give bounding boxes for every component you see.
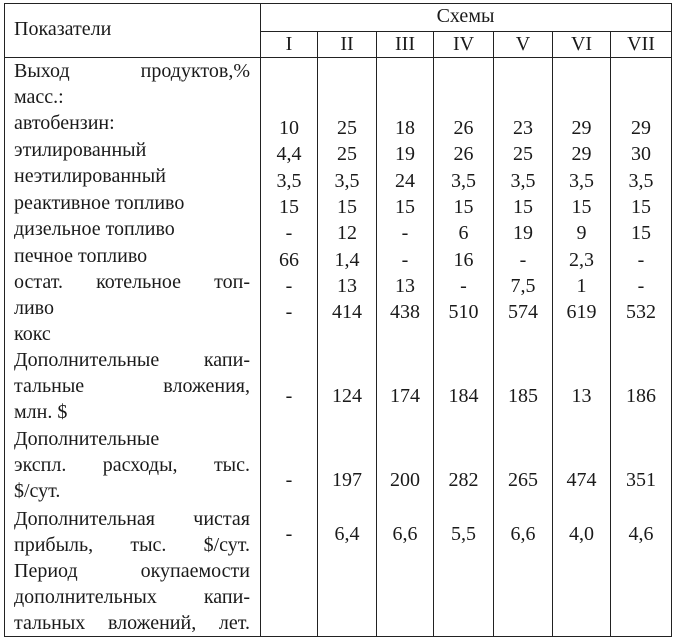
cell-jet-V: 15 xyxy=(513,196,533,218)
cell-coke-V: 574 xyxy=(508,301,538,323)
cell-profit-VII: 4,6 xyxy=(628,523,654,545)
row-label-opex-line2: экспл. расходы, тыс. xyxy=(14,454,250,476)
cell-coke-VI: 619 xyxy=(566,301,597,323)
cell-gasoline-I: 10 xyxy=(279,117,299,139)
cell-boiler-I: - xyxy=(285,275,293,297)
row-label-leaded: этилированный xyxy=(14,139,147,161)
cell-opex-III: 200 xyxy=(390,469,420,491)
cell-leaded-II: 25 xyxy=(337,143,357,165)
cell-coke-II: 414 xyxy=(332,301,362,323)
cell-capex-IV: 184 xyxy=(448,385,479,407)
cell-coke-III: 438 xyxy=(390,301,420,323)
row-label-diesel: дизельное топливо xyxy=(14,218,175,240)
column-header-II: II xyxy=(340,33,354,55)
cell-opex-VI: 474 xyxy=(566,469,597,491)
row-label-capex-line2: тальные вложения, xyxy=(14,375,250,397)
row-label-boiler-line1: остат. котельное топ- xyxy=(14,271,250,293)
cell-diesel-II: 12 xyxy=(337,222,357,244)
row-label-profit-line2: прибыль, тыс. $/сут. xyxy=(14,534,250,556)
cell-leaded-IV: 26 xyxy=(453,143,474,165)
row-label-boiler-line2: ливо xyxy=(14,297,54,319)
cell-capex-II: 124 xyxy=(332,385,362,407)
cell-coke-IV: 510 xyxy=(448,301,479,323)
cell-furnace-III: - xyxy=(401,249,409,271)
cell-furnace-VI: 2,3 xyxy=(569,249,594,271)
cell-opex-V: 265 xyxy=(508,469,538,491)
cell-diesel-VII: 15 xyxy=(631,222,651,244)
row-label-payback-line1: Период окупаемости xyxy=(14,560,250,582)
cell-unleaded-III: 24 xyxy=(395,170,415,192)
cell-boiler-IV: - xyxy=(460,275,467,297)
cell-capex-V: 185 xyxy=(508,385,538,407)
cell-jet-III: 15 xyxy=(395,196,415,218)
cell-gasoline-II: 25 xyxy=(337,117,357,139)
cell-unleaded-VI: 3,5 xyxy=(569,170,594,192)
column-header-VI: VI xyxy=(570,33,593,55)
cell-profit-IV: 5,5 xyxy=(451,523,476,545)
row-label-jet: реактивное топливо xyxy=(14,192,185,214)
row-label-payback-line2: дополнительных капи- xyxy=(14,586,250,608)
column-header-I: I xyxy=(285,33,293,55)
cell-unleaded-II: 3,5 xyxy=(334,170,360,192)
row-label-yield-line1: Выход продуктов,% xyxy=(14,60,250,82)
header-indicators: Показатели xyxy=(14,18,112,40)
cell-capex-VI: 13 xyxy=(571,385,592,407)
cell-boiler-VI: 1 xyxy=(576,275,587,297)
row-label-gasoline: автобензин: xyxy=(14,112,115,134)
cell-leaded-VII: 30 xyxy=(631,143,651,165)
cell-unleaded-V: 3,5 xyxy=(510,170,536,192)
cell-furnace-I: 66 xyxy=(279,249,299,271)
row-label-capex-line3: млн. $ xyxy=(14,401,68,423)
cell-unleaded-VII: 3,5 xyxy=(628,170,654,192)
row-label-profit-line1: Дополнительная чистая xyxy=(14,508,250,530)
cell-jet-VII: 15 xyxy=(631,196,651,218)
cell-furnace-II: 1,4 xyxy=(334,249,360,271)
cell-furnace-IV: 16 xyxy=(453,249,474,271)
cell-opex-I: - xyxy=(285,469,293,491)
cell-boiler-III: 13 xyxy=(395,275,415,297)
cell-leaded-III: 19 xyxy=(395,143,415,165)
cell-jet-VI: 15 xyxy=(571,196,592,218)
column-header-VII: VII xyxy=(627,33,655,55)
cell-furnace-VII: - xyxy=(637,249,645,271)
cell-diesel-IV: 6 xyxy=(458,222,469,244)
cell-gasoline-V: 23 xyxy=(513,117,533,139)
row-label-opex-line1: Дополнительные xyxy=(14,428,160,450)
column-header-IV: IV xyxy=(452,33,475,55)
cell-boiler-II: 13 xyxy=(337,275,357,297)
row-label-furnace: печное топливо xyxy=(14,245,148,267)
column-header-V: V xyxy=(515,33,531,55)
cell-leaded-V: 25 xyxy=(513,143,533,165)
cell-gasoline-III: 18 xyxy=(395,117,415,139)
cell-coke-I: - xyxy=(285,301,293,323)
cell-leaded-I: 4,4 xyxy=(276,143,302,165)
row-label-coke: кокс xyxy=(14,323,51,345)
cell-capex-VII: 186 xyxy=(626,385,656,407)
cell-diesel-III: - xyxy=(401,222,409,244)
cell-profit-VI: 4,0 xyxy=(569,523,594,545)
cell-opex-VII: 351 xyxy=(626,469,656,491)
cell-gasoline-VI: 29 xyxy=(571,117,592,139)
cell-jet-IV: 15 xyxy=(453,196,474,218)
header-schemes: Схемы xyxy=(436,5,495,27)
row-label-yield-line2: масс.: xyxy=(14,86,64,108)
cell-profit-II: 6,4 xyxy=(334,523,360,545)
cell-capex-I: - xyxy=(285,385,293,407)
row-label-unleaded: неэтилированный xyxy=(14,165,166,187)
cell-profit-I: - xyxy=(285,523,293,545)
cell-boiler-V: 7,5 xyxy=(510,275,536,297)
cell-diesel-VI: 9 xyxy=(576,222,587,244)
cell-jet-I: 15 xyxy=(279,196,299,218)
cell-opex-II: 197 xyxy=(332,469,362,491)
cell-unleaded-I: 3,5 xyxy=(276,170,302,192)
cell-jet-II: 15 xyxy=(337,196,357,218)
cell-capex-III: 174 xyxy=(390,385,420,407)
cell-gasoline-VII: 29 xyxy=(631,117,651,139)
column-header-III: III xyxy=(395,33,415,55)
cell-profit-V: 6,6 xyxy=(510,523,536,545)
cell-profit-III: 6,6 xyxy=(392,523,418,545)
cell-gasoline-IV: 26 xyxy=(453,117,474,139)
cell-coke-VII: 532 xyxy=(626,301,656,323)
cell-boiler-VII: - xyxy=(637,275,645,297)
cell-diesel-I: - xyxy=(285,222,293,244)
cell-unleaded-IV: 3,5 xyxy=(451,170,476,192)
cell-diesel-V: 19 xyxy=(513,222,533,244)
cell-furnace-V: - xyxy=(519,249,527,271)
cell-opex-IV: 282 xyxy=(448,469,479,491)
row-label-opex-line3: $/сут. xyxy=(14,480,61,502)
row-label-capex-line1: Дополнительные капи- xyxy=(14,349,250,371)
row-label-payback-line3: тальных вложений, лет. xyxy=(14,612,250,634)
cell-leaded-VI: 29 xyxy=(571,143,592,165)
